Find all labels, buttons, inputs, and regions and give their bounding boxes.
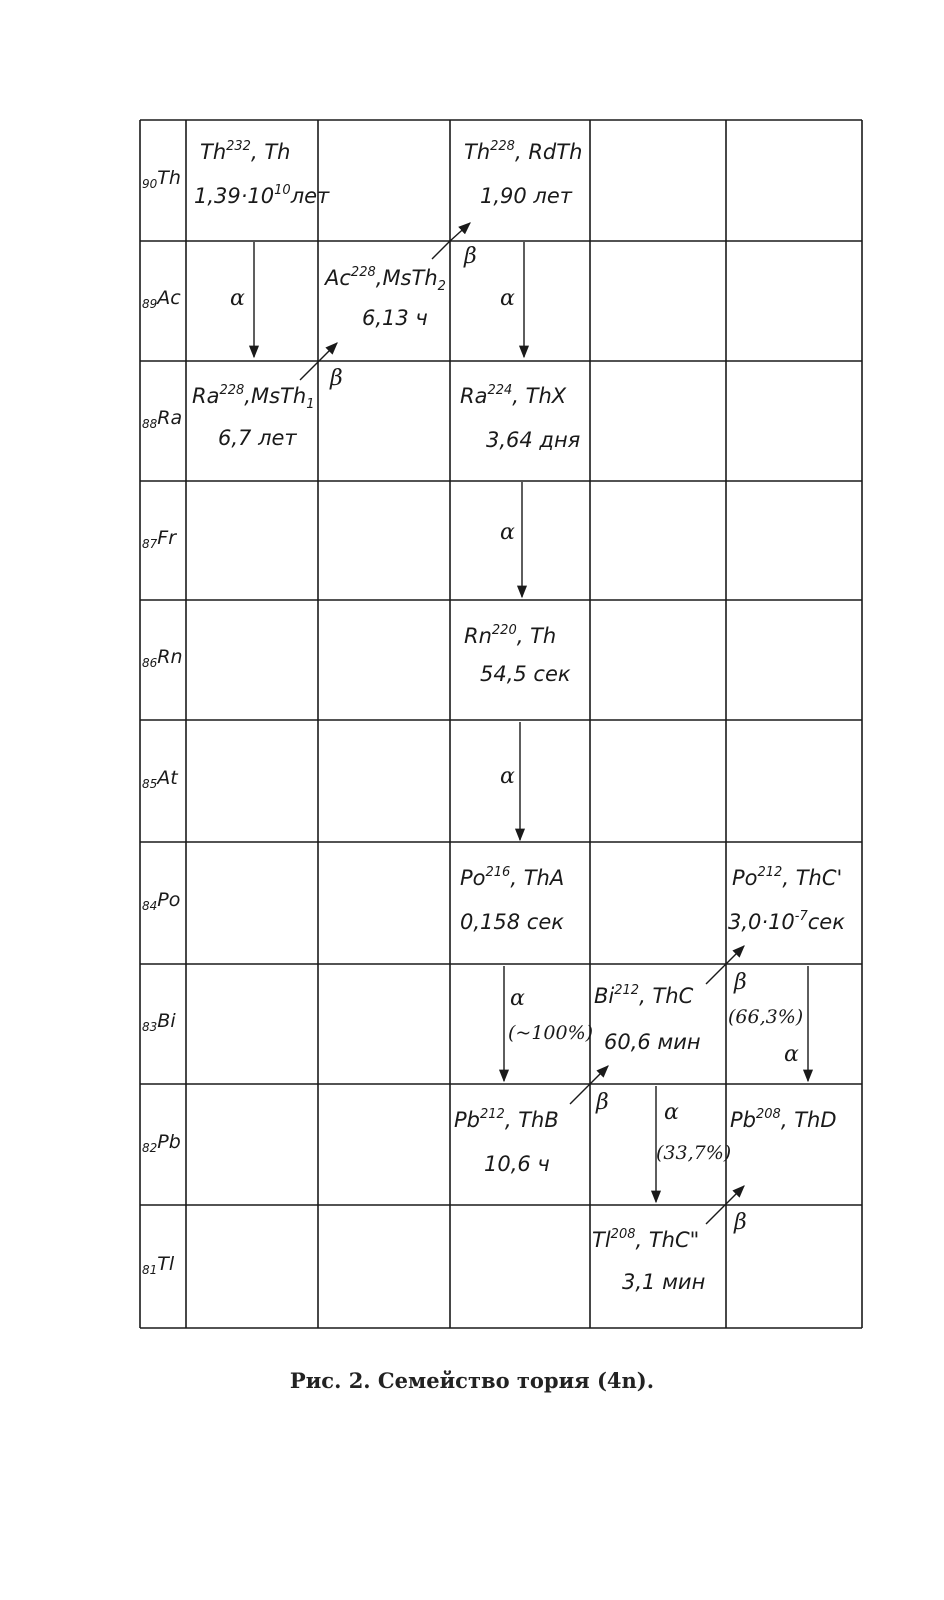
row-label-bi: $_{83}$Bi [142,1010,176,1034]
beta-label-tl208: β [734,1210,747,1235]
nuclide-po212-halflife: $3,0\cdot 10^{-7}сек$ [728,909,845,934]
alpha-label-po216: α [510,986,525,1011]
beta-arrow-ra228 [318,343,337,362]
beta-arrow-tail [706,966,724,984]
alpha-label-th232: α [230,286,245,311]
row-label-po: $_{84}$Po [142,889,181,913]
branch-po216-alpha: (~100%) [508,1022,594,1044]
nuclide-ac228-halflife: 6,13 ч [362,306,428,330]
figure-caption: Рис. 2. Семейство тория (4n). [289,1368,655,1393]
nuclide-ra228-halflife: 6,7 лет [218,426,297,450]
row-label-at: $_{85}$At [142,767,178,791]
row-label-pb: $_{82}$Pb [142,1130,181,1155]
beta-arrow-bi212 [724,946,744,966]
nuclide-th228-label: Th$^{228}$, RdTh [464,139,583,164]
nuclide-ac228-label: $Ac^{228},MsTh_2$ [325,265,446,294]
alpha-label-po212: α [784,1042,799,1067]
beta-arrow-tail [432,241,450,259]
nuclide-bi212-label: Bi$^{212}$, ThC [594,983,694,1008]
alpha-label-ra224: α [500,520,515,545]
beta-label-ra228: β [330,366,343,391]
beta-arrow-tail [300,362,318,380]
beta-arrow-tl208 [724,1186,744,1206]
beta-arrow-tail [570,1086,588,1104]
alpha-label-th228: α [500,286,515,311]
row-label-rn: $_{86}$Rn [142,646,183,670]
beta-arrow-tail [706,1206,724,1224]
nuclide-po212-label: Po$^{212}$, ThC' [732,865,843,890]
row-label-ra: $_{88}$Ra [142,407,183,431]
nuclide-ra224-halflife: 3,64 дня [486,428,581,452]
nuclide-pb212-halflife: 10,6 ч [484,1152,550,1176]
nuclide-po216-label: Po$^{216}$, ThA [460,865,565,890]
branch-bi212-alpha: (33,7%) [656,1142,732,1164]
branch-bi212-beta: (66,3%) [728,1006,804,1028]
row-label-th: $_{90}$Th [142,166,181,191]
nuclide-rn220-label: Rn$^{220}$, Th [464,623,557,648]
nuclide-ra228-label: $Ra^{228},MsTh_1$ [192,383,315,412]
nuclide-th232-label: Th$^{232}$, Th [200,139,291,164]
alpha-label-rn220: α [500,764,515,789]
beta-label-pb212: β [596,1090,609,1115]
nuclide-ra224-label: Ra$^{224}$, ThX [460,383,567,408]
nuclide-bi212-halflife: 60,6 мин [604,1030,701,1054]
row-label-fr: $_{87}$Fr [142,526,177,551]
nuclide-tl208-halflife: 3,1 мин [622,1270,706,1294]
nuclide-po216-halflife: 0,158 сек [460,910,564,934]
row-label-ac: $_{89}$Ac [142,287,181,311]
row-label-tl: $_{81}$Tl [142,1252,175,1277]
beta-arrow-ac228 [450,223,470,241]
beta-arrow-pb212 [588,1066,608,1086]
nuclide-rn220-halflife: 54,5 сек [480,662,571,686]
beta-label-ac228: β [464,244,477,269]
nuclide-pb208-label: Pb$^{208}$, ThD [730,1107,837,1132]
nuclide-th232-halflife: $1,39\cdot 10^{10}лет$ [194,183,330,208]
nuclide-tl208-label: Tl$^{208}$, ThC" [592,1227,700,1252]
beta-label-bi212: β [734,970,747,995]
nuclide-th228-halflife: 1,90 лет [480,184,573,208]
nuclide-pb212-label: Pb$^{212}$, ThB [454,1107,559,1132]
alpha-label-bi212: α [664,1100,679,1125]
